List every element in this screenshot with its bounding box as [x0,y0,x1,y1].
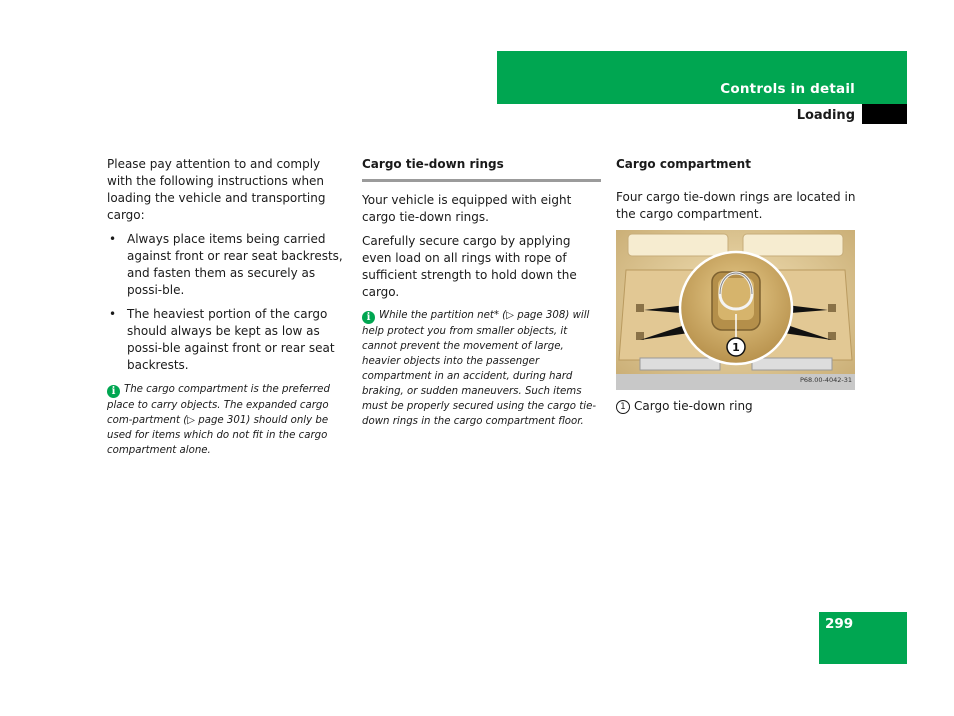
section-heading: Cargo compartment [616,157,751,171]
column-3 [616,156,856,415]
figure-caption [616,398,856,415]
bullet-list [107,231,347,374]
note-block [107,382,347,458]
page-number: 299 [825,616,854,632]
cargo-compartment-figure [616,230,855,390]
info-icon: i [107,385,120,398]
paragraph: Your vehicle is equipped with eight cargo tie-down rings. [362,193,572,224]
figure-code: P68.00-4042-31 [799,376,852,384]
caption-text: Cargo tie-down ring [634,399,753,413]
subsection-marker [862,104,907,124]
paragraph: Four cargo tie-down rings are located in the cargo compartment. [616,190,856,221]
note-text: The cargo compartment is the preferred place to carry objects. The expanded cargo com-partment (▷ page 301) should only be used for items which do not fit in the cargo compartment alone. [107,384,330,456]
page-number-box [819,612,907,664]
column-2 [362,156,602,429]
callout-number: 1 [616,400,630,414]
bullet-item: • Always place items being carried against front or rear seat backrests, and fasten them as securely as possi-ble. [107,231,347,299]
note-block [362,308,602,429]
intro-paragraph: Please pay attention to and comply with the following instructions when loading the vehicle and transporting cargo: [107,157,326,222]
heading-rule [362,179,601,182]
column-1 [107,156,347,458]
subsection-title: Loading [796,108,855,123]
paragraph: Carefully secure cargo by applying even load on all rings with rope of sufficient strength to hold down the cargo. [362,234,577,299]
header-bar [497,51,907,104]
info-icon: i [362,311,375,324]
section-heading: Cargo tie-down rings [362,157,504,171]
figure-callout: 1 [732,341,740,354]
section-title: Controls in detail [720,81,855,97]
note-text: While the partition net* (▷ page 308) will help protect you from smaller objects, it cannot prevent the movement of large, heavier objects into the passenger compartment in an accident, during hard braking, or sudden maneuvers. Such items must be properly secured using the cargo tie-down rings in the cargo compartment floor. [362,310,597,427]
cargo-ring-illustration [616,230,855,390]
bullet-item: • The heaviest portion of the cargo should always be kept as low as possi-ble against front or rear seat backrests. [107,306,347,374]
